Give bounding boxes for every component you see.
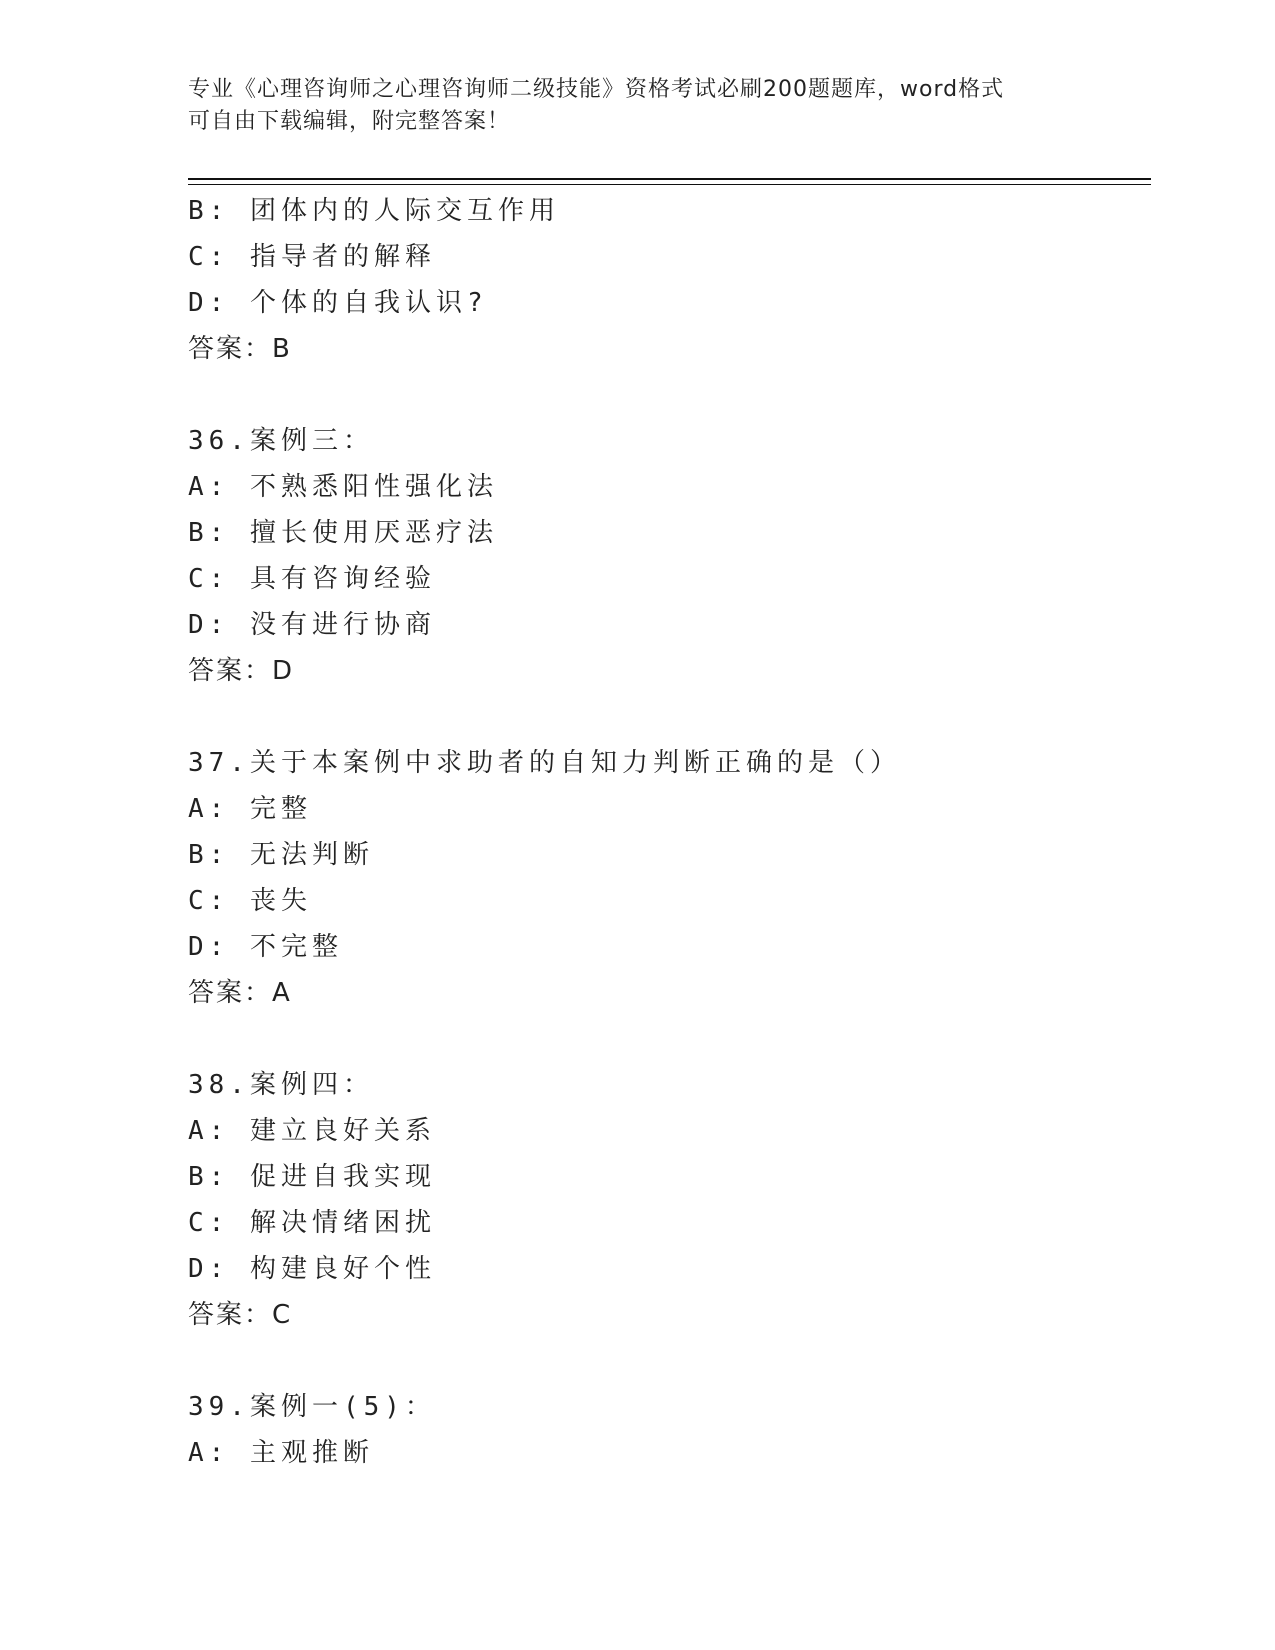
answer-line: 答案：D — [188, 656, 295, 686]
question-36 — [188, 418, 1148, 694]
question-list — [188, 188, 1148, 1476]
option-a: A: 主观推断 — [188, 1438, 374, 1468]
document-header — [188, 74, 1088, 138]
option-c: C: 指导者的解释 — [188, 242, 436, 272]
option-a: A: 不熟悉阳性强化法 — [188, 472, 498, 502]
option-c: C: 丧失 — [188, 886, 312, 916]
question-35-tail — [188, 188, 1148, 372]
answer-line: 答案：C — [188, 1300, 293, 1330]
option-d: D: 个体的自我认识? — [188, 288, 488, 318]
header-rule-thin — [188, 184, 1151, 185]
option-c: C: 具有咨询经验 — [188, 564, 436, 594]
spacer — [188, 372, 1148, 418]
question-stem: 39.案例一(5)： — [188, 1392, 436, 1422]
header-line-1: 专业《心理咨询师之心理咨询师二级技能》资格考试必刷200题题库，word格式 — [188, 77, 1005, 102]
spacer — [188, 694, 1148, 740]
question-39 — [188, 1384, 1148, 1476]
question-stem: 36.案例三： — [188, 426, 374, 456]
spacer — [188, 1016, 1148, 1062]
option-d: D: 没有进行协商 — [188, 610, 436, 640]
header-rule-thick — [188, 178, 1151, 180]
option-b: B: 无法判断 — [188, 840, 374, 870]
option-a: A: 建立良好关系 — [188, 1116, 436, 1146]
option-d: D: 构建良好个性 — [188, 1254, 436, 1284]
question-stem: 38.案例四： — [188, 1070, 374, 1100]
question-37 — [188, 740, 1148, 1016]
option-b: B: 团体内的人际交互作用 — [188, 196, 560, 226]
question-stem: 37.关于本案例中求助者的自知力判断正确的是（） — [188, 748, 901, 778]
spacer — [188, 1338, 1148, 1384]
option-d: D: 不完整 — [188, 932, 343, 962]
option-b: B: 擅长使用厌恶疗法 — [188, 518, 498, 548]
answer-line: 答案：A — [188, 978, 292, 1008]
option-a: A: 完整 — [188, 794, 312, 824]
option-c: C: 解决情绪困扰 — [188, 1208, 436, 1238]
option-b: B: 促进自我实现 — [188, 1162, 436, 1192]
header-line-2: 可自由下载编辑，附完整答案！ — [188, 109, 511, 134]
answer-line: 答案：B — [188, 334, 292, 364]
question-38 — [188, 1062, 1148, 1338]
